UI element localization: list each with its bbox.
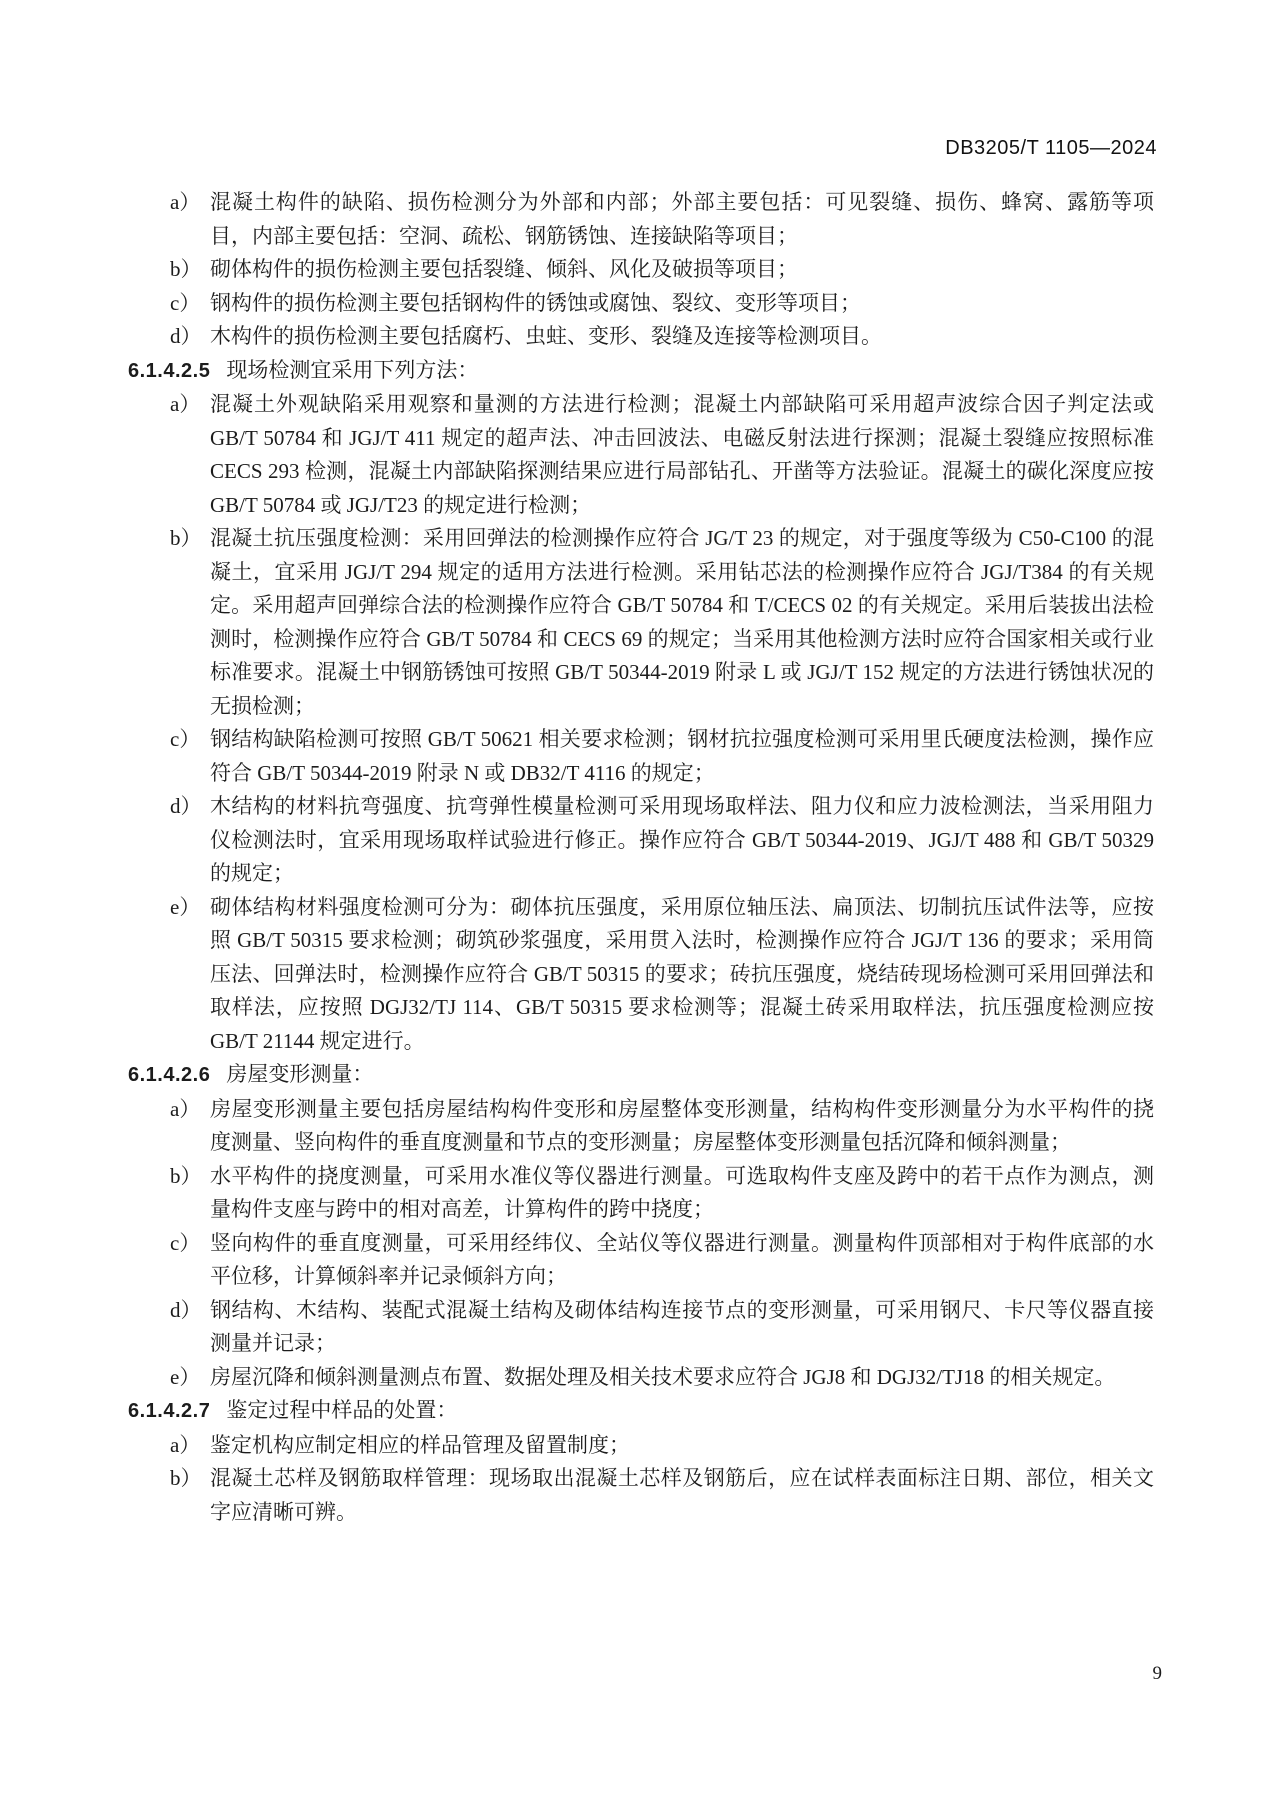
document-content	[128, 186, 1154, 1529]
clause-title: 房屋变形测量：	[226, 1062, 374, 1086]
clause-heading	[128, 1394, 1154, 1429]
list-item-marker: a）	[170, 1096, 201, 1121]
clause-heading	[128, 1058, 1154, 1093]
clause-title: 鉴定过程中样品的处置：	[226, 1398, 458, 1422]
list-item-text: 钢结构缺陷检测可按照 GB/T 50621 相关要求检测；钢材抗拉强度检测可采用里氏硬度法检测，操作应符合 GB/T 50344-2019 附录 N 或 DB32/T 4116 的规定；	[210, 727, 1154, 785]
list-item-marker: c）	[170, 290, 201, 315]
list-item	[128, 891, 1154, 1059]
page-number: 9	[1152, 1663, 1162, 1684]
list-item-text: 木构件的损伤检测主要包括腐朽、虫蛀、变形、裂缝及连接等检测项目。	[210, 324, 882, 348]
list-item-marker: a）	[170, 1432, 201, 1457]
list-item-marker: e）	[170, 894, 201, 919]
list-item-text: 钢构件的损伤检测主要包括钢构件的锈蚀或腐蚀、裂纹、变形等项目；	[210, 290, 861, 315]
list-item	[128, 320, 1154, 354]
list-item	[128, 522, 1154, 723]
list-item-text: 房屋变形测量主要包括房屋结构构件变形和房屋整体变形测量，结构构件变形测量分为水平构件的挠度测量、竖向构件的垂直度测量和节点的变形测量；房屋整体变形测量包括沉降和倾斜测量；	[210, 1096, 1154, 1154]
list-item-marker: b）	[170, 1466, 202, 1490]
list-item-marker: c）	[170, 727, 201, 751]
list-item-marker: b）	[170, 257, 202, 281]
clause-title: 现场检测宜采用下列方法：	[226, 357, 479, 382]
list-item-text: 混凝土芯样及钢筋取样管理：现场取出混凝土芯样及钢筋后，应在试样表面标注日期、部位，相关文字应清晰可辨。	[210, 1466, 1154, 1524]
list-item-text: 混凝土抗压强度检测：采用回弹法的检测操作应符合 JG/T 23 的规定，对于强度等级为 C50-C100 的混凝土，宜采用 JGJ/T 294 规定的适用方法进行检测。采用钻芯法的检测操作应符合 JGJ/T384 的有关规定。采用超声回弹综合法的检测操作应符合 GB/T 50784 和 T/CECS 02 的有关规定。采用后装拔出法检测时，检测操作应符合 GB/T 50784 和 CECS 69 的规定；当采用其他检测方法时应符合国家相关或行业标准要求。混凝土中钢筋锈蚀可按照 GB/T 50344-2019 附录 L 或 JGJ/T 152 规定的方法进行锈蚀状况的无损检测；	[210, 526, 1154, 718]
doc-number: DB3205/T 1105—2024	[945, 137, 1157, 159]
list-item	[128, 723, 1154, 790]
list-item-text: 竖向构件的垂直度测量，可采用经纬仪、全站仪等仪器进行测量。测量构件顶部相对于构件底部的水平位移，计算倾斜率并记录倾斜方向；	[210, 1230, 1154, 1288]
list-item	[128, 186, 1154, 253]
list-item-marker: b）	[170, 1163, 202, 1188]
list-item-marker: d）	[170, 324, 202, 348]
clause-number: 6.1.4.2.7	[128, 1400, 211, 1422]
list-item	[128, 253, 1154, 287]
list-item-text: 混凝土构件的缺陷、损伤检测分为外部和内部；外部主要包括：可见裂缝、损伤、蜂窝、露筋等项目，内部主要包括：空洞、疏松、钢筋锈蚀、连接缺陷等项目；	[210, 190, 1154, 248]
list-item-text: 房屋沉降和倾斜测量测点布置、数据处理及相关技术要求应符合 JGJ8 和 DGJ32/TJ18 的相关规定。	[210, 1364, 1116, 1389]
clause-number: 6.1.4.2.6	[128, 1064, 211, 1086]
list-item	[128, 287, 1154, 321]
list-item	[128, 1294, 1154, 1361]
list-item-marker: a）	[170, 392, 201, 416]
list-item	[128, 1462, 1154, 1529]
list-item	[128, 388, 1154, 522]
list-item	[128, 1429, 1154, 1463]
list-item-marker: d）	[170, 794, 202, 818]
clause-heading	[128, 354, 1154, 389]
list-item-text: 混凝土外观缺陷采用观察和量测的方法进行检测；混凝土内部缺陷可采用超声波综合因子判定法或 GB/T 50784 和 JGJ/T 411 规定的超声法、冲击回波法、电磁反射法进行探测；混凝土裂缝应按照标准 CECS 293 检测，混凝土内部缺陷探测结果应进行局部钻孔、开凿等方法验证。混凝土的碳化深度应按 GB/T 50784 或 JGJ/T23 的规定进行检测；	[210, 392, 1154, 517]
list-item	[128, 1227, 1154, 1294]
list-item	[128, 790, 1154, 891]
list-item	[128, 1093, 1154, 1160]
list-item-text: 木结构的材料抗弯强度、抗弯弹性模量检测可采用现场取样法、阻力仪和应力波检测法，当采用阻力仪检测法时，宜采用现场取样试验进行修正。操作应符合 GB/T 50344-2019、JGJ/T 488 和 GB/T 50329 的规定；	[210, 794, 1154, 885]
list-item-marker: c）	[170, 1230, 201, 1255]
list-item-marker: d）	[170, 1297, 202, 1322]
list-item-marker: e）	[170, 1364, 201, 1389]
list-item	[128, 1361, 1154, 1395]
list-item-text: 水平构件的挠度测量，可采用水准仪等仪器进行测量。可选取构件支座及跨中的若干点作为测点，测量构件支座与跨中的相对高差，计算构件的跨中挠度；	[210, 1163, 1154, 1221]
list-item-marker: a）	[170, 190, 201, 214]
clause-number: 6.1.4.2.5	[128, 359, 211, 382]
list-item-marker: b）	[170, 526, 202, 550]
list-item-text: 钢结构、木结构、装配式混凝土结构及砌体结构连接节点的变形测量，可采用钢尺、卡尺等仪器直接测量并记录；	[210, 1297, 1154, 1355]
list-item-text: 砌体构件的损伤检测主要包括裂缝、倾斜、风化及破损等项目；	[210, 257, 798, 281]
list-item-text: 鉴定机构应制定相应的样品管理及留置制度；	[210, 1432, 630, 1457]
list-item	[128, 1160, 1154, 1227]
list-item-text: 砌体结构材料强度检测可分为：砌体抗压强度，采用原位轴压法、扁顶法、切制抗压试件法等，应按照 GB/T 50315 要求检测；砌筑砂浆强度，采用贯入法时，检测操作应符合 JGJ/T 136 的要求；采用筒压法、回弹法时，检测操作应符合 GB/T 50315 的要求；砖抗压强度，烧结砖现场检测可采用回弹法和取样法，应按照 DGJ32/TJ 114、GB/T 50315 要求检测等；混凝土砖采用取样法，抗压强度检测应按 GB/T 21144 规定进行。	[210, 894, 1154, 1053]
